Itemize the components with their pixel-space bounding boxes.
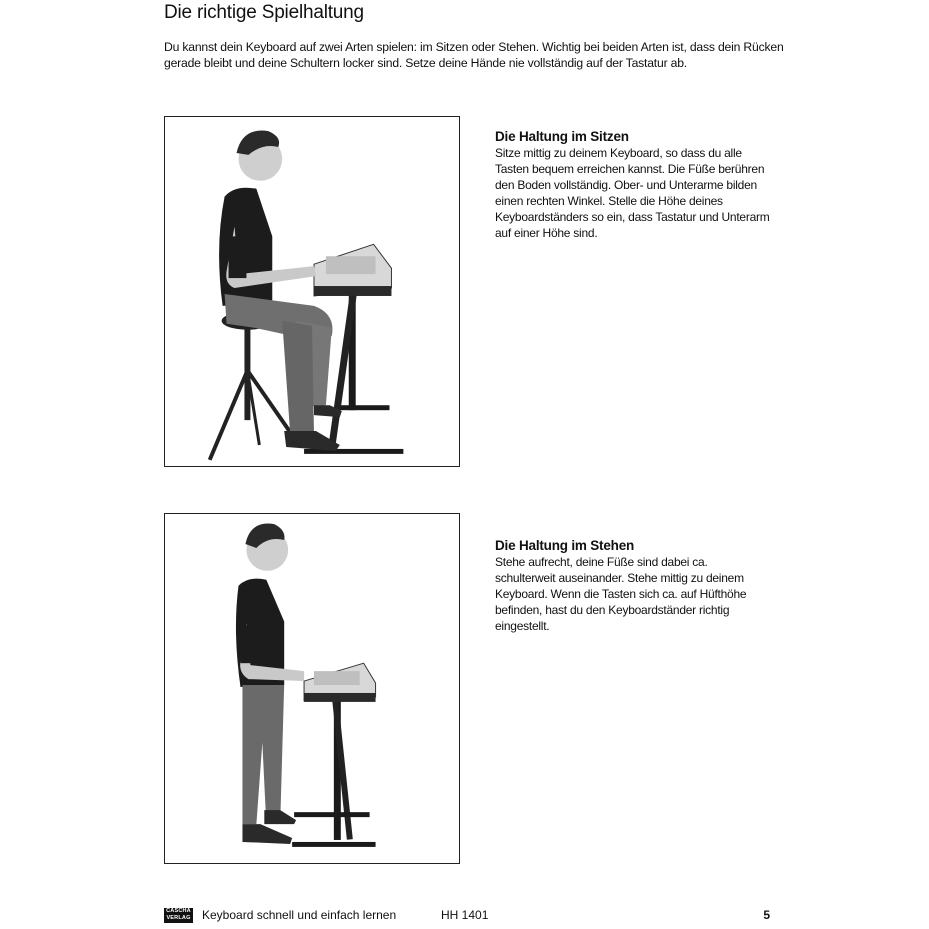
publisher-logo: CASCHA VERLAG — [164, 908, 193, 923]
section-standing — [495, 538, 770, 634]
section-heading: Die Haltung im Stehen — [495, 538, 635, 553]
photo-standing-posture — [164, 513, 460, 864]
section-text: Sitze mittig zu deinem Keyboard, so dass du alle Tasten bequem erreichen kannst. Die Füße berühren den Boden vollständig. Ober- und Unterarme bilden einen rechten Winkel. Stelle die Höhe deines Keyboardständers so ein, dass Tastatur und Unterarm auf einer Höhe sind. — [495, 146, 770, 240]
book-code: HH 1401 — [441, 908, 489, 922]
page-footer — [164, 907, 770, 925]
section-text: Stehe aufrecht, deine Füße sind dabei ca. schulterweit auseinander. Stehe mittig zu deinem Keyboard. Wenn die Tasten sich ca. auf Hüfthöhe befinden, hast du den Keyboardständer richtig eingestellt. — [495, 555, 747, 633]
section-sitting — [495, 129, 770, 241]
intro-paragraph: Du kannst dein Keyboard auf zwei Arten spielen: im Sitzen oder Stehen. Wichtig bei beiden Arten ist, dass dein Rücken gerade bleibt und deine Schultern locker sind. Setze deine Hände nie vollständig auf der Tastatur ab. — [164, 40, 784, 70]
page-number: 5 — [763, 908, 770, 922]
page-title: Die richtige Spielhaltung — [164, 2, 364, 23]
section-heading: Die Haltung im Sitzen — [495, 129, 629, 144]
book-title: Keyboard schnell und einfach lernen — [202, 908, 397, 922]
photo-sitting-posture — [164, 116, 460, 467]
